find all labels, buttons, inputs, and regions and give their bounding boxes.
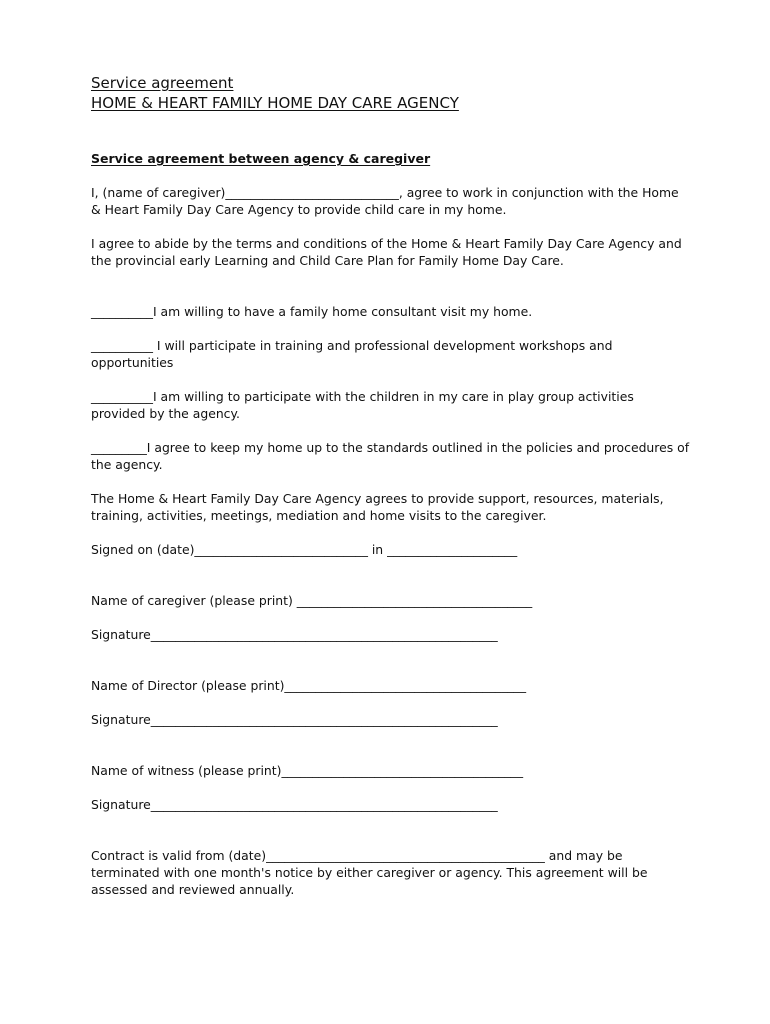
commitment-consultant-visit: __________I am willing to have a family home consultant visit my home. bbox=[91, 304, 533, 319]
witness-name-line: Name of witness (please print)_______________________________________ bbox=[91, 763, 524, 778]
witness-signature-line: Signature________________________________________________________ bbox=[91, 797, 498, 812]
caregiver-name-line: Name of caregiver (please print) ______________________________________ bbox=[91, 593, 533, 608]
commitment-standards: _________I agree to keep my home up to the standards outlined in the policies and procedures of the agency. bbox=[91, 440, 690, 472]
signed-on-date-line: Signed on (date)____________________________ in _____________________ bbox=[91, 542, 518, 557]
director-signature-line: Signature________________________________________________________ bbox=[91, 712, 498, 727]
director-name-line: Name of Director (please print)_______________________________________ bbox=[91, 678, 527, 693]
caregiver-signature-line: Signature________________________________________________________ bbox=[91, 627, 498, 642]
section-title: Service agreement between agency & caregiver bbox=[91, 151, 431, 166]
abide-terms-paragraph: I agree to abide by the terms and conditions of the Home & Heart Family Day Care Agency and the provincial early Learning and Child Care Plan for Family Home Day Care. bbox=[91, 236, 682, 268]
agency-name-title: HOME & HEART FAMILY HOME DAY CARE AGENCY bbox=[91, 94, 459, 112]
caregiver-intro-paragraph: I, (name of caregiver)____________________________, agree to work in conjunction with the Home & Heart Family Day Care Agency to provide child care in my home. bbox=[91, 185, 679, 217]
document-heading: Service agreement bbox=[91, 74, 234, 92]
agency-agreement-paragraph: The Home & Heart Family Day Care Agency agrees to provide support, resources, materials, training, activities, meetings, mediation and home visits to the caregiver. bbox=[91, 491, 664, 523]
contract-validity-paragraph: Contract is valid from (date)_____________________________________________ and may be terminated with one month's notice by either caregiver or agency. This agreement will be assessed and reviewed annually. bbox=[91, 848, 648, 897]
commitment-play-group: __________I am willing to participate with the children in my care in play group activities provided by the agency. bbox=[91, 389, 634, 421]
commitment-training: __________ I will participate in training and professional development workshops and opportunities bbox=[91, 338, 613, 370]
